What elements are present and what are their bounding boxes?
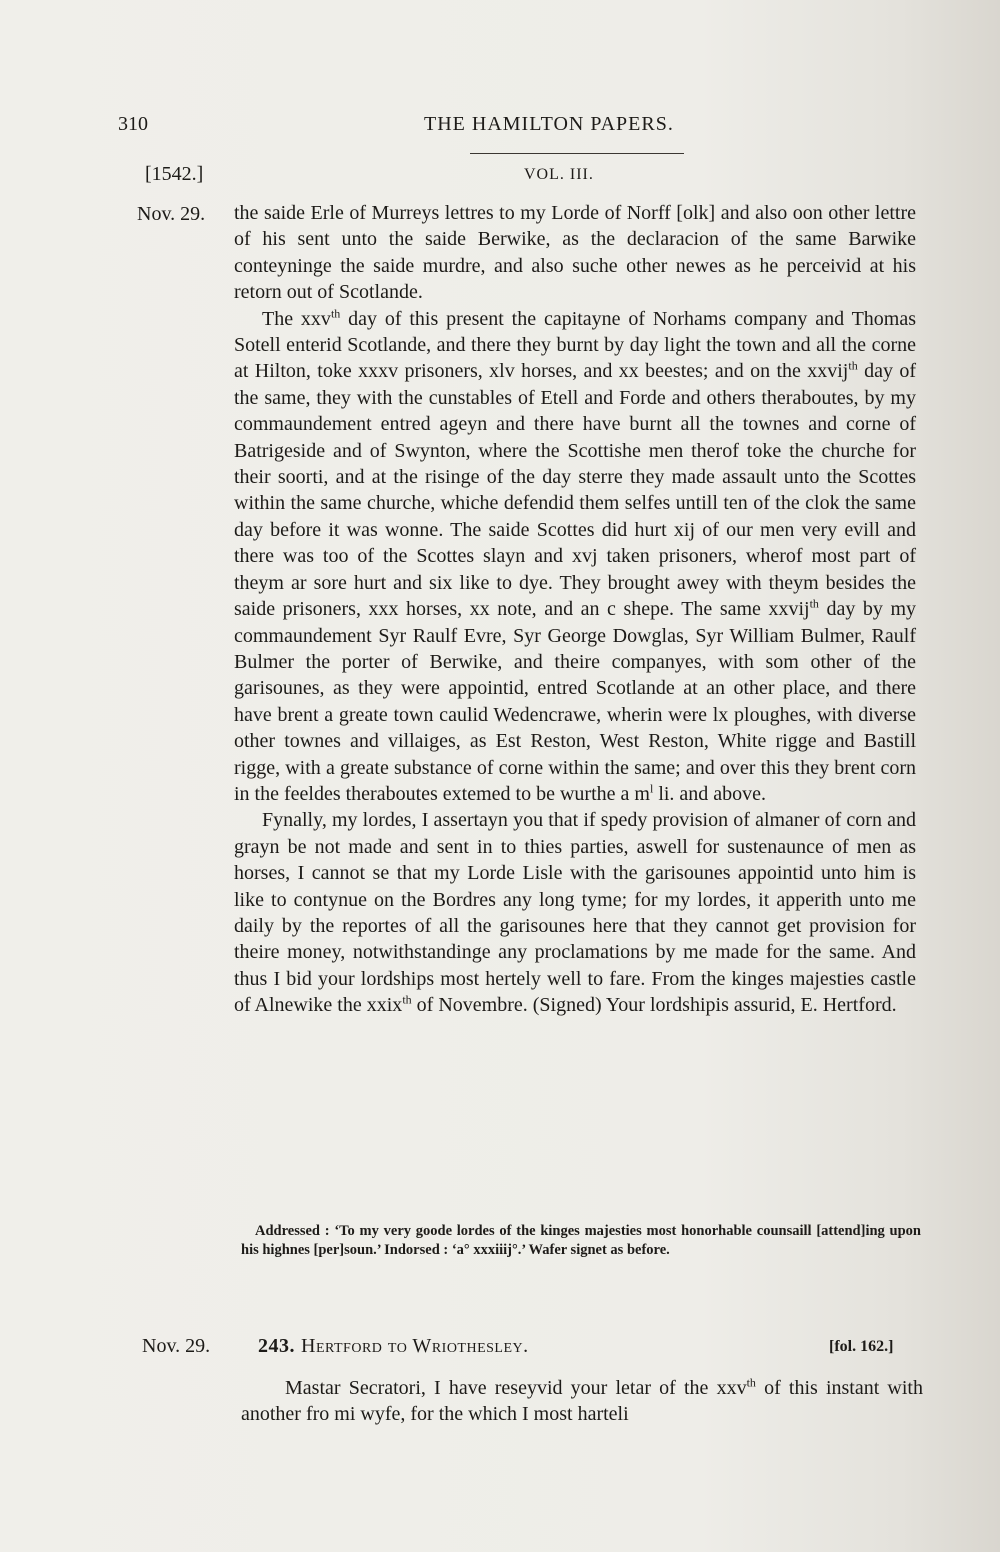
- address-note: Addressed : ‘To my very goode lordes of the kinges majesties most honorhable counsaill [attend]ing upon his highnes [per]soun.’ Indorsed : ‘a° xxxiiij°.’ Wafer signet as before.: [241, 1223, 921, 1258]
- paragraph: The xxv$^{th}$ day of this present the capitayne of Norhams company and Thomas Sotell enterid Scotlande, and there they burnt by day light the town and all the corne at Hilton, toke xxxv prisoners, xlv horses, and xx beestes; and on the xxvij$^{th}$ day of the same, they with the cunstables of Etell and Forde and others theraboutes, by my commaundement entred ageyn and there have burnt all the townes and corne of Batrigeside and of Swynton, where the Scottishe men therof toke the churche for their soorti, and at the risinge of the day sterre they made assault unto the Scottes within the same churche, whiche defendid them selfes untill ten of the clok the same day before it was wonne. The saide Scottes did hurt xij of our men very evill and there was too of the Scottes slayn and xvj taken prisoners, wherof most part of theym ar sore hurt and six like to dye. They brought awey with theym besides the saide prisoners, xxx horses, xx note, and an c shepe. The same xxvij$^{th}$ day by my commaundement Syr Raulf Evre, Syr George Dowglas, Syr William Bulmer, Raulf Bulmer the porter of Berwike, and theire companyes, with som other of the garisounes, as they were appointid, entred Scotlande at an other place, and there have brent a greate town caulid Wedencrawe, wherin were lx ploughes, with diverse other townes and villaiges, as Est Reston, West Reston, White rigge and Bastill rigge, with a greate substance of corne within the same; and over this they brent corn in the feeldes theraboutes extemed to be wurthe a $m^l$ li. and above.: [234, 305, 917, 805]
- entry-number: 243.: [258, 1335, 295, 1357]
- superscript: th: [809, 596, 819, 611]
- entry-heading: [258, 1335, 529, 1358]
- superscript: l: [649, 781, 654, 796]
- letter-body: [234, 200, 916, 1019]
- entry-date: Nov. 29.: [142, 1335, 211, 1357]
- page-number: 310: [118, 113, 148, 135]
- year-marker: [1542.]: [145, 163, 204, 185]
- paragraph: the saide Erle of Murreys lettres to my Lorde of Norff [olk] and also oon other lettre of his sent unto the saide Berwike, as the declaracion of the same Barwike conteyninge the saide murdre, and also suche other newes as he perceivid at his retorn out of Scotlande.: [234, 202, 916, 304]
- superscript: th: [402, 992, 412, 1007]
- entry-title: Hertford to Wriothesley.: [301, 1335, 529, 1357]
- paragraph: Fynally, my lordes, I assertayn you that if spedy provision of almaner of corn and grayn be not made and sent in to thies parties, aswell for sustenaunce of men as horses, I cannot se that my Lorde Lisle with the garisounes appointid unto him is like to contynue on the Bordres any long tyme; for my lordes, it apperith unto me daily by the reportes of all the garisounes here that they cannot get provision for theire money, notwithstandinge any proclamations by me made for the same. And thus I bid your lordships most hertely well to fare. From the kinges majesties castle of Alnewike the xxix$^{th}$ of Novembre. (Signed) Your lordshipis assurid, E. Hertford.: [234, 809, 916, 1017]
- folio-reference: [fol. 162.]: [829, 1338, 894, 1355]
- superscript: th: [746, 1375, 756, 1390]
- superscript: th: [848, 358, 858, 373]
- superscript: th: [330, 305, 341, 320]
- volume-label: VOL. III.: [524, 166, 594, 183]
- entry-date: Nov. 29.: [137, 203, 206, 225]
- letter-body-start: Mastar Secratori, I have reseyvid your letar of the xxv$^{th}$ of this instant with another fro mi wyfe, for the which I most harteli: [241, 1375, 923, 1426]
- running-title: THE HAMILTON PAPERS.: [424, 113, 674, 135]
- header-rule: [470, 153, 684, 154]
